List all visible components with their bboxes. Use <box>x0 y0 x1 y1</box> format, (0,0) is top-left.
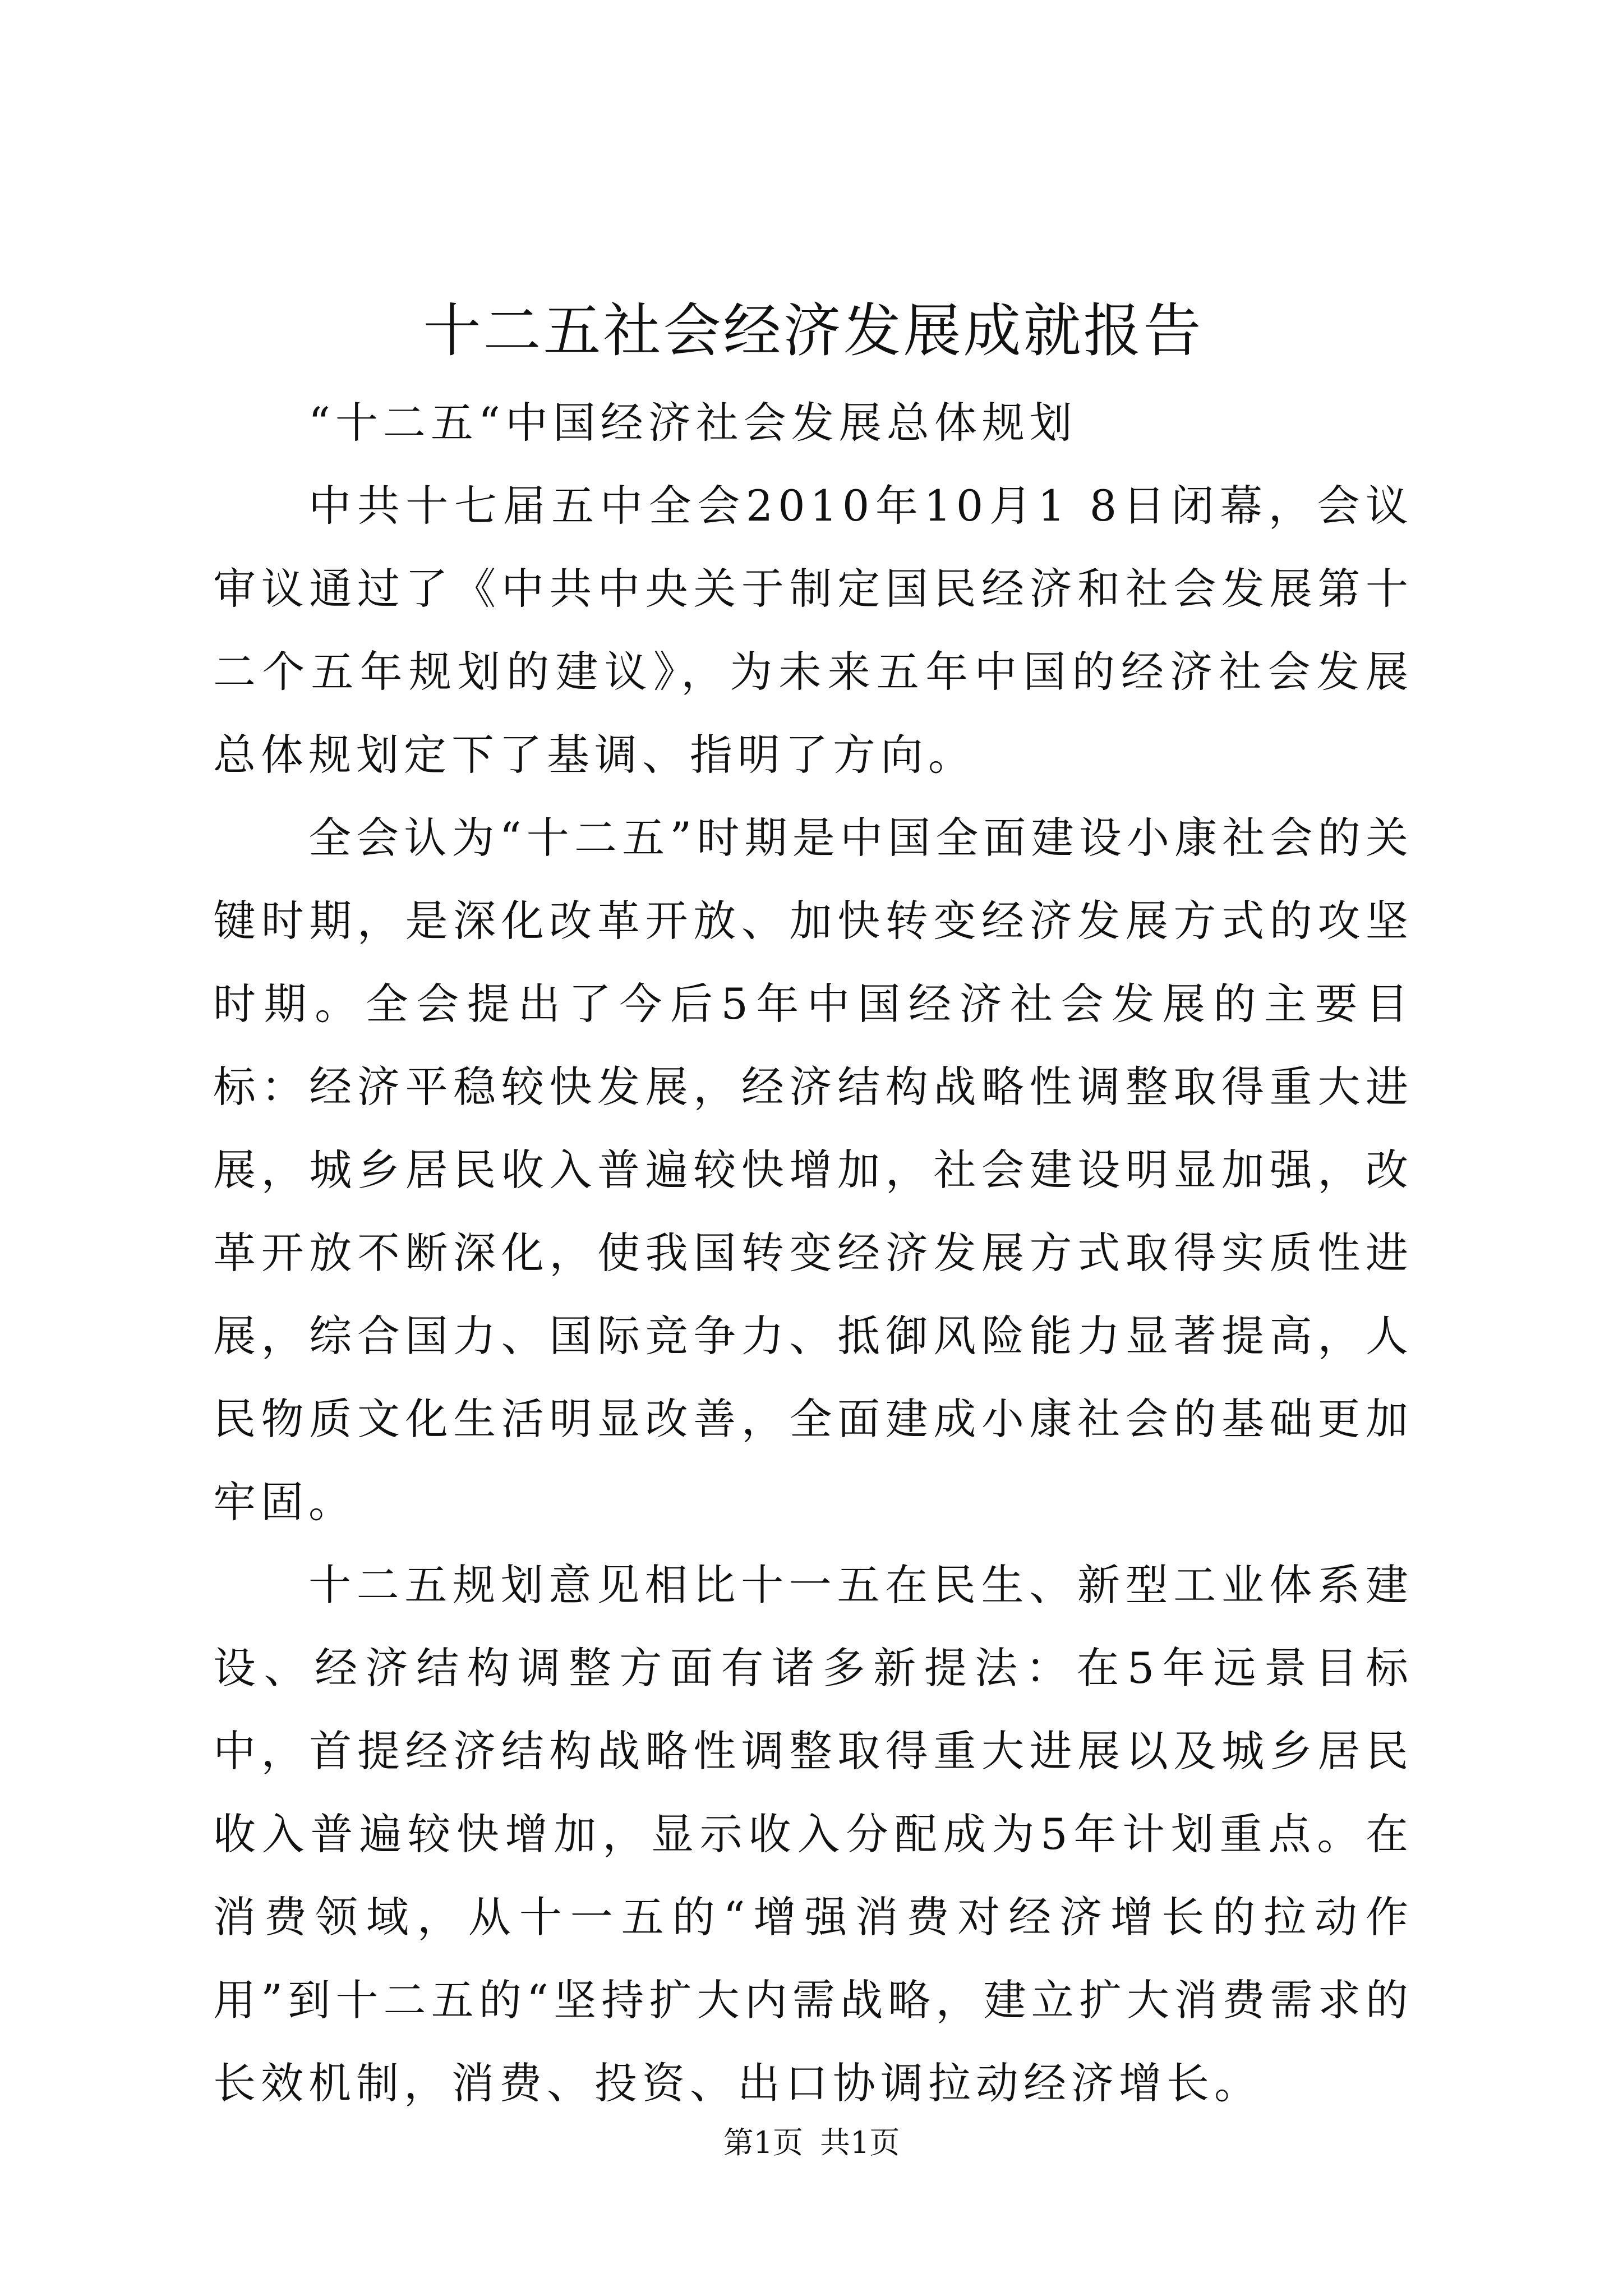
document-subtitle: “十二五“中国经济社会发展总体规划 <box>308 398 1077 448</box>
paragraph-2: 全会认为“十二五”时期是中国全面建设小康社会的关键时期，是深化改革开放、加快转变经济发展方式的攻坚时期。全会提出了今后5年中国经济社会发展的主要目标：经济平稳较快发展，经济结构战略性调整取得重大进展，城乡居民收入普遍较快增加，社会建设明显加强，改革开放不断深化，使我国转变经济发展方式取得实质性进展，综合国力、国际竞争力、抵御风险能力显著提高，人民物质文化生活明显改善，全面建成小康社会的基础更加牢固。 <box>213 813 1413 1527</box>
total-pages: 共1页 <box>820 2125 900 2160</box>
paragraph-3: 十二五规划意见相比十一五在民生、新型工业体系建设、经济结构调整方面有诸多新提法：在5年远景目标中，首提经济结构战略性调整取得重大进展以及城乡居民收入普遍较快增加，显示收入分配成为5年计划重点。在消费领域，从十一五的“增强消费对经济增长的拉动作用”到十二五的“坚持扩大内需战略，建立扩大消费需求的长效机制，消费、投资、出口协调拉动经济增长。 <box>213 1560 1413 2108</box>
document-body <box>213 381 1413 2125</box>
paragraph-1: 中共十七届五中全会2010年10月1 8日闭幕，会议审议通过了《中共中央关于制定国民经济和社会发展第十二个五年规划的建议》，为未来五年中国的经济社会发展总体规划定下了基调、指明了方向。 <box>213 481 1413 780</box>
document-title: 十二五社会经济发展成就报告 <box>423 297 1204 365</box>
page-number: 第1页 <box>723 2125 803 2160</box>
page-footer <box>0 2120 1623 2165</box>
